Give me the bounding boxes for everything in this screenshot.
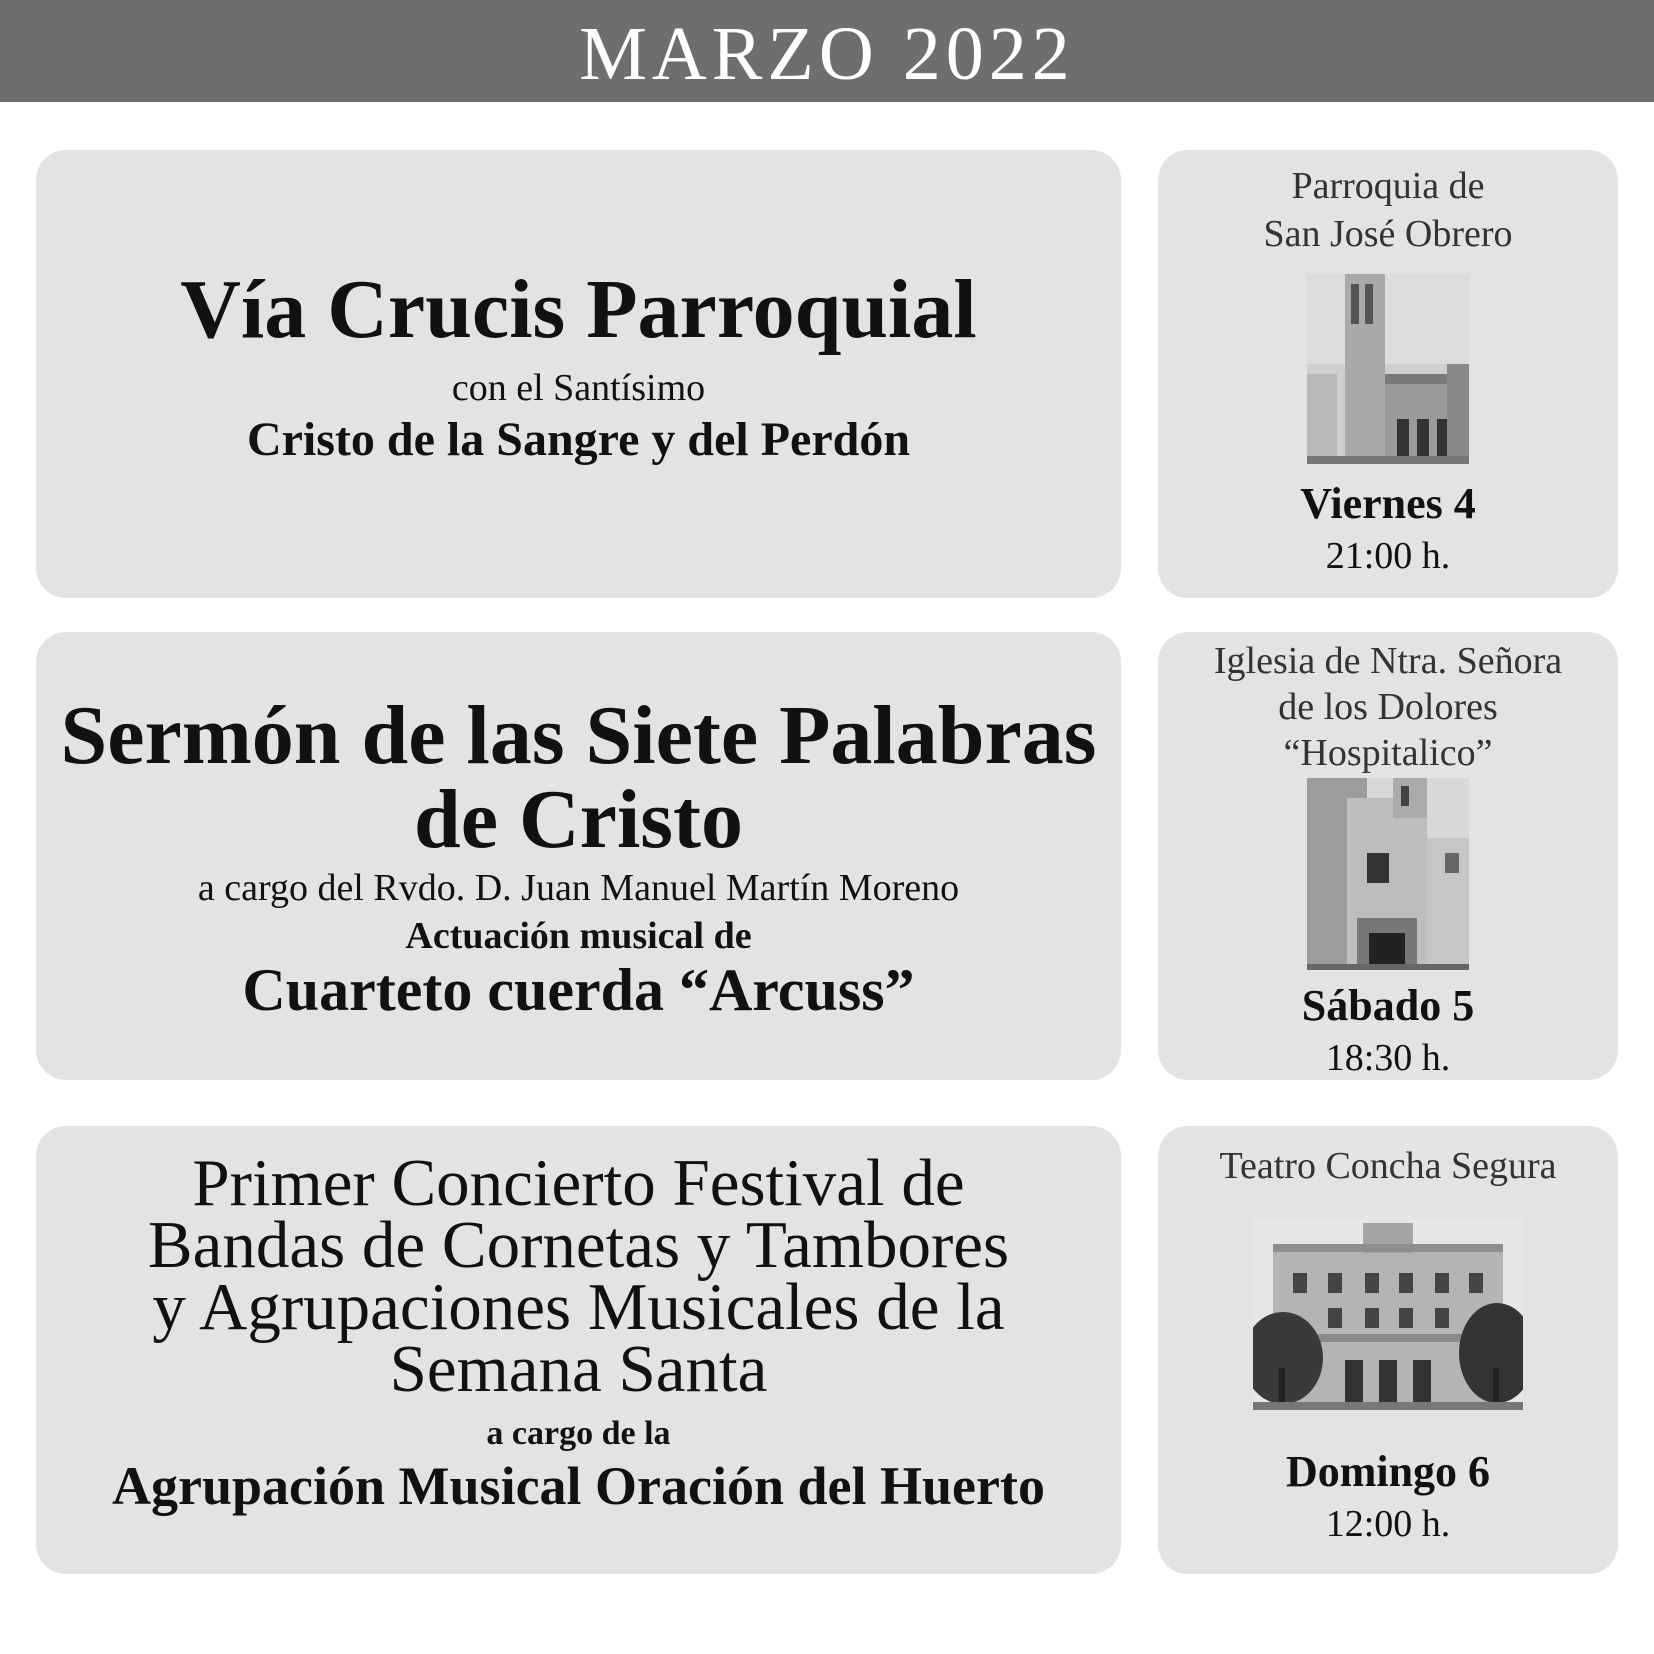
event-place-line: Parroquia de [1291, 165, 1485, 207]
event-time: 21:00 h. [1325, 535, 1451, 577]
event-info-card-1 [1158, 150, 1618, 598]
event-subtitle: a cargo del Rvdo. D. Juan Manuel Martín Moreno [197, 867, 960, 909]
event-title: Primer Concierto Festival de [192, 1146, 965, 1220]
event-info-card-3 [1158, 1126, 1618, 1574]
event-title: Bandas de Cornetas y Tambores [147, 1208, 1010, 1282]
event-title: y Agrupaciones Musicales de la [152, 1270, 1005, 1344]
event-info-card-2 [1158, 632, 1618, 1080]
event-title: Vía Crucis Parroquial [180, 263, 977, 356]
event-title: Semana Santa [389, 1332, 768, 1406]
event-card-via-crucis [36, 150, 1121, 598]
event-title: de Cristo [414, 773, 743, 866]
event-card-sermon [36, 632, 1121, 1080]
event-place-line: “Hospitalico” [1283, 732, 1493, 774]
event-detail: Cuarteto cuerda “Arcuss” [242, 957, 915, 1023]
page-title: MARZO 2022 [579, 12, 1075, 96]
event-detail-intro: a cargo de la [486, 1415, 671, 1452]
event-place-line: San José Obrero [1263, 213, 1513, 255]
event-time: 18:30 h. [1325, 1037, 1451, 1079]
event-place-line: Iglesia de Ntra. Señora [1213, 640, 1563, 682]
event-subtitle: con el Santísimo [451, 367, 706, 409]
event-day: Sábado 5 [1301, 981, 1475, 1030]
event-detail: Cristo de la Sangre y del Perdón [246, 413, 911, 466]
theatre-building-photo [1253, 1218, 1523, 1410]
event-place-line: Teatro Concha Segura [1219, 1145, 1557, 1187]
church-facade-photo [1307, 778, 1469, 970]
church-tower-photo [1307, 274, 1469, 464]
event-time: 12:00 h. [1325, 1503, 1451, 1545]
event-detail: Agrupación Musical Oración del Huerto [112, 1456, 1045, 1516]
event-day: Domingo 6 [1285, 1447, 1491, 1496]
event-detail-intro: Actuación musical de [405, 915, 752, 957]
event-day: Viernes 4 [1300, 479, 1476, 528]
event-place-line: de los Dolores [1278, 686, 1498, 728]
event-title: Sermón de las Siete Palabras [60, 689, 1097, 782]
page-header [0, 0, 1654, 102]
event-card-concierto [36, 1126, 1121, 1574]
